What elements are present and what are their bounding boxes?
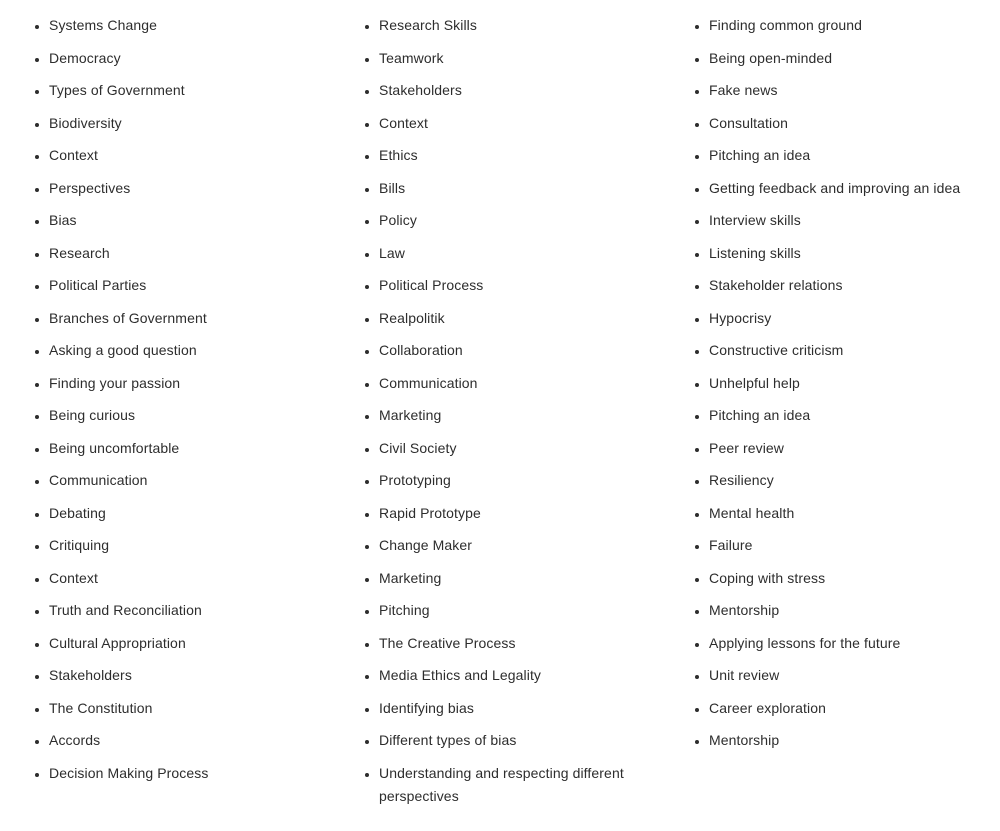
list-item: • Democracy: [49, 47, 330, 70]
list-item: • Perspectives: [49, 177, 330, 200]
list-item: • Context: [49, 567, 330, 590]
list-item: • Context: [49, 144, 330, 167]
list-item: • Rapid Prototype: [379, 502, 660, 525]
topics-list-column-2: [330, 14, 660, 817]
list-item: • Research Skills: [379, 14, 660, 37]
list-item: • Hypocrisy: [709, 307, 990, 330]
list-item: • Accords: [49, 729, 330, 752]
list-item: • Resiliency: [709, 469, 990, 492]
list-item: • Bills: [379, 177, 660, 200]
list-item: • Political Process: [379, 274, 660, 297]
list-item: • Coping with stress: [709, 567, 990, 590]
list-item: • Being uncomfortable: [49, 437, 330, 460]
list-item: • Interview skills: [709, 209, 990, 232]
list-item: • Constructive criticism: [709, 339, 990, 362]
list-item: • Truth and Reconciliation: [49, 599, 330, 622]
list-item: • Communication: [379, 372, 660, 395]
list-item: • Marketing: [379, 404, 660, 427]
list-item: • Fake news: [709, 79, 990, 102]
list-item: • Branches of Government: [49, 307, 330, 330]
list-item: • Bias: [49, 209, 330, 232]
list-item: • Systems Change: [49, 14, 330, 37]
list-item: • Mentorship: [709, 729, 990, 752]
list-item: • Stakeholders: [49, 664, 330, 687]
list-item: • Change Maker: [379, 534, 660, 557]
list-item: • Peer review: [709, 437, 990, 460]
list-item: • Unhelpful help: [709, 372, 990, 395]
list-item: • Consultation: [709, 112, 990, 135]
list-item: • Realpolitik: [379, 307, 660, 330]
list-item: • Collaboration: [379, 339, 660, 362]
list-item: • Understanding and respecting different perspectives: [379, 762, 660, 808]
list-item: • Cultural Appropriation: [49, 632, 330, 655]
list-item: • Finding your passion: [49, 372, 330, 395]
list-item: • Policy: [379, 209, 660, 232]
list-item: • Ethics: [379, 144, 660, 167]
list-item: • Political Parties: [49, 274, 330, 297]
list-item: • Context: [379, 112, 660, 135]
list-item: • Communication: [49, 469, 330, 492]
list-item: • Biodiversity: [49, 112, 330, 135]
list-item: • Civil Society: [379, 437, 660, 460]
list-item: • Marketing: [379, 567, 660, 590]
list-item: • Getting feedback and improving an idea: [709, 177, 990, 200]
topics-columns-container: [0, 14, 1000, 817]
list-item: • Critiquing: [49, 534, 330, 557]
list-item: • The Constitution: [49, 697, 330, 720]
list-item: • Debating: [49, 502, 330, 525]
list-item: • Prototyping: [379, 469, 660, 492]
list-item: • Stakeholder relations: [709, 274, 990, 297]
list-item: • Stakeholders: [379, 79, 660, 102]
list-item: • Identifying bias: [379, 697, 660, 720]
list-item: • Law: [379, 242, 660, 265]
list-item: • Pitching an idea: [709, 404, 990, 427]
list-item: • Types of Government: [49, 79, 330, 102]
list-item: • The Creative Process: [379, 632, 660, 655]
list-item: • Career exploration: [709, 697, 990, 720]
list-item: • Listening skills: [709, 242, 990, 265]
list-item: • Applying lessons for the future: [709, 632, 990, 655]
topics-list-column-1: [0, 14, 330, 794]
list-item: • Decision Making Process: [49, 762, 330, 785]
list-item: • Pitching: [379, 599, 660, 622]
list-item: • Media Ethics and Legality: [379, 664, 660, 687]
list-item: • Mental health: [709, 502, 990, 525]
list-item: • Different types of bias: [379, 729, 660, 752]
topics-list-column-3: [660, 14, 990, 762]
list-item: • Asking a good question: [49, 339, 330, 362]
list-item: • Research: [49, 242, 330, 265]
list-item: • Mentorship: [709, 599, 990, 622]
list-item: • Being open-minded: [709, 47, 990, 70]
list-item: • Being curious: [49, 404, 330, 427]
list-item: • Finding common ground: [709, 14, 990, 37]
list-item: • Pitching an idea: [709, 144, 990, 167]
list-item: • Failure: [709, 534, 990, 557]
list-item: • Teamwork: [379, 47, 660, 70]
list-item: • Unit review: [709, 664, 990, 687]
